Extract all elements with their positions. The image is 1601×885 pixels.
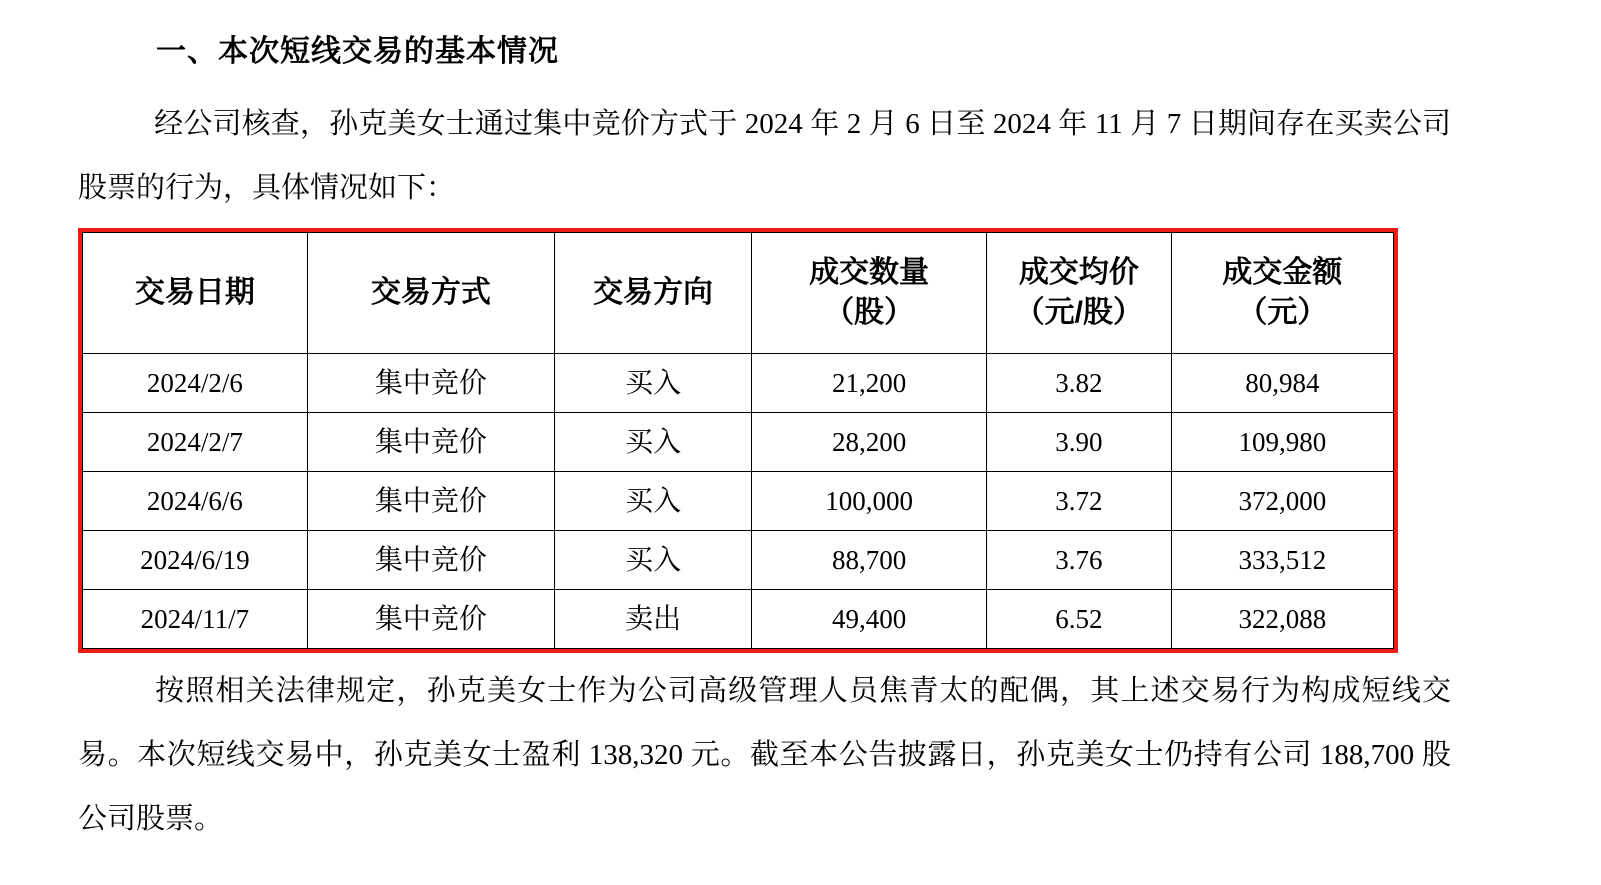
cell-quantity: 49,400	[752, 590, 987, 649]
trades-table	[82, 232, 1394, 649]
column-header-amount-line1: 成交金额	[1222, 256, 1343, 289]
cell-direction: 买入	[554, 472, 751, 531]
cell-direction: 买入	[554, 354, 751, 413]
cell-avg-price: 3.72	[986, 472, 1171, 531]
column-header-quantity-line1: 成交数量	[809, 256, 930, 289]
cell-quantity: 100,000	[752, 472, 987, 531]
cell-date: 2024/6/6	[83, 472, 308, 531]
table-row	[83, 472, 1394, 531]
column-header-direction-line1: 交易方向	[593, 276, 714, 309]
column-header-direction	[554, 233, 751, 354]
column-header-date	[83, 233, 308, 354]
column-header-avg-price-line1: 成交均价	[1018, 256, 1139, 289]
table-body	[83, 354, 1394, 649]
cell-amount: 333,512	[1171, 531, 1393, 590]
paragraph-intro	[78, 92, 1451, 220]
column-header-quantity-line2: （股）	[824, 296, 915, 329]
cell-avg-price: 6.52	[986, 590, 1171, 649]
cell-method: 集中竞价	[307, 413, 554, 472]
column-header-date-line1: 交易日期	[134, 276, 255, 309]
cell-avg-price: 3.90	[986, 413, 1171, 472]
cell-amount: 109,980	[1171, 413, 1393, 472]
cell-date: 2024/11/7	[83, 590, 308, 649]
cell-direction: 买入	[554, 413, 751, 472]
cell-avg-price: 3.82	[986, 354, 1171, 413]
table-header-row	[83, 233, 1394, 354]
column-header-avg-price	[986, 233, 1171, 354]
cell-method: 集中竞价	[307, 354, 554, 413]
table-row	[83, 354, 1394, 413]
cell-date: 2024/2/7	[83, 413, 308, 472]
cell-quantity: 88,700	[752, 531, 987, 590]
cell-method: 集中竞价	[307, 531, 554, 590]
column-header-method	[307, 233, 554, 354]
cell-quantity: 21,200	[752, 354, 987, 413]
cell-amount: 80,984	[1171, 354, 1393, 413]
cell-quantity: 28,200	[752, 413, 987, 472]
table-row	[83, 590, 1394, 649]
cell-method: 集中竞价	[307, 590, 554, 649]
cell-amount: 322,088	[1171, 590, 1393, 649]
cell-direction: 买入	[554, 531, 751, 590]
column-header-amount-line2: （元）	[1237, 296, 1328, 329]
cell-avg-price: 3.76	[986, 531, 1171, 590]
column-header-avg-price-line2: （元/股）	[1014, 296, 1143, 329]
table-header	[83, 233, 1394, 354]
paragraph-conclusion-text: 按照相关法律规定，孙克美女士作为公司高级管理人员焦青太的配偶，其上述交易行为构成短线交易。本次短线交易中，孙克美女士盈利 138,320 元。截至本公告披露日，孙克美女士仍持有公司 188,700 股公司股票。	[78, 675, 1451, 835]
cell-amount: 372,000	[1171, 472, 1393, 531]
cell-date: 2024/6/19	[83, 531, 308, 590]
paragraph-intro-text: 经公司核查，孙克美女士通过集中竞价方式于 2024 年 2 月 6 日至 2024 年 11 月 7 日期间存在买卖公司股票的行为，具体情况如下：	[78, 108, 1451, 204]
trades-table-container	[78, 228, 1398, 653]
column-header-quantity	[752, 233, 987, 354]
column-header-method-line1: 交易方式	[370, 276, 491, 309]
table-row	[83, 531, 1394, 590]
column-header-amount	[1171, 233, 1393, 354]
cell-method: 集中竞价	[307, 472, 554, 531]
page-title: 一、本次短线交易的基本情况	[156, 35, 559, 68]
cell-direction: 卖出	[554, 590, 751, 649]
paragraph-conclusion	[78, 659, 1451, 851]
cell-date: 2024/2/6	[83, 354, 308, 413]
table-row	[83, 413, 1394, 472]
